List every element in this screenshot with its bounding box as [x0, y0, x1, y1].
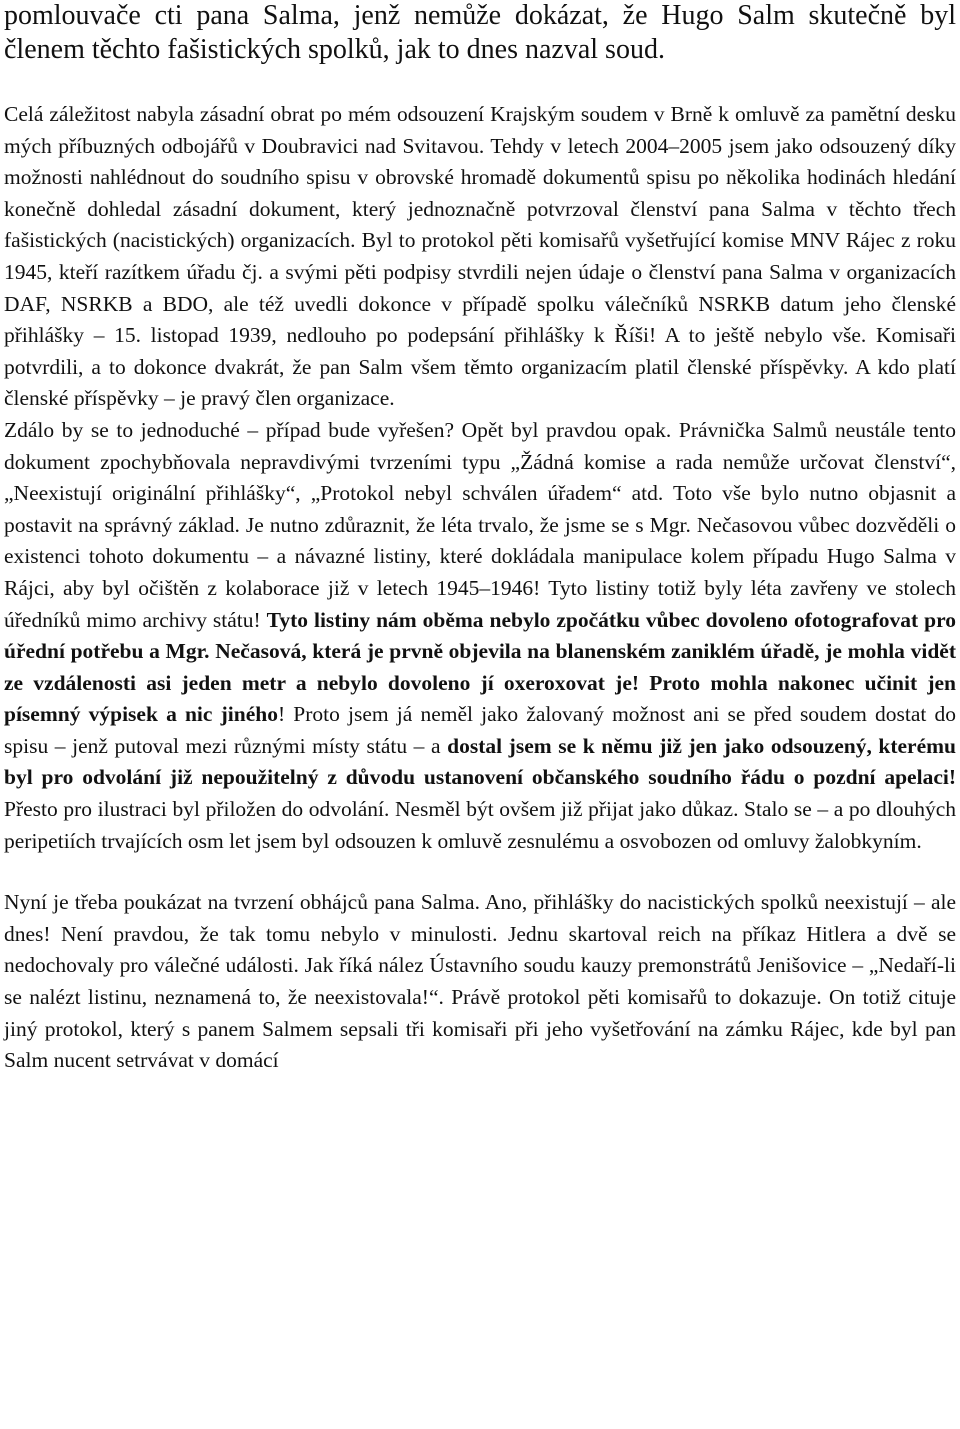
paragraph-text: Přesto pro ilustraci byl přiložen do odvolání. Nesměl být ovšem již přijat jako důkaz. Stalo se – a po dlouhých peripetiích trvajících osm let jsem byl odsouzen k omluvě zesnulému a osvobozen od omluvy žalobkyním.: [4, 797, 956, 853]
paragraph-fragment-top: pomlouvače cti pana Salma, jenž nemůže dokázat, že Hugo Salm skutečně byl členem těchto fašistických spolků, jak to dnes nazval soud.: [4, 0, 956, 65]
bold-emphasis-text: Tyto listiny nám oběma nebylo zpočátku vůbec dovoleno ofotografovat pro úřední potřebu a Mgr. Nečasová, která je prvně objevila na blanenském zaniklém úřadě, je mohla vidět ze vzdálenosti asi jeden metr a nebylo dovoleno jí oxeroxovat je! Proto mohla nakonec učinit jen písemný výpisek a nic jiného: [4, 607, 956, 727]
paragraph-text: Celá záležitost nabyla zásadní obrat po mém odsouzení Krajským soudem v Brně k omluvě za pamětní desku mých příbuzných odbojářů v Doubravici nad Svitavou. Tehdy v letech 2004–2005 jsem jako odsouzený díky možnosti nahlédnout do soudního spisu v obrovské hromadě dokumentů spisu po několika hodinách hledání konečně dohledal zásadní dokument, který jednoznačně potvrzoval členství pana Salma v těchto třech fašistických (nacistických) organizacích. Byl to protokol pěti komisařů vyšetřující komise MNV Rájec z roku 1945, kteří razítkem úřadu čj. a svými pěti podpisy stvrdili nejen údaje o členství pana Salma v organizacích DAF, NSRKB a BDO, ale též uvedli dokonce v případě spolku válečníků NSRKB datum jeho členské přihlášky – 15. listopad 1939, nedlouho po podepsání přihlášky k Říši! A to ještě nebylo vše. Komisaři potvrdili, a to dokonce dvakrát, že pan Salm všem těmto organizacím platil členské příspěvky. A kdo platí členské příspěvky – je pravý člen organizace.: [4, 102, 956, 411]
paragraph-spacer: [4, 67, 956, 99]
bold-emphasis-text: dostal jsem se k němu již jen jako odsouzený, kterému byl pro odvolání již nepoužitelný z důvodu ustanovení občanského soudního řádu o pozdní apelaci!: [4, 733, 957, 790]
paragraph-spacer: [4, 857, 956, 887]
paragraph-defense-claims: Nyní je třeba poukázat na tvrzení obhájců pana Salma. Ano, přihlášky do nacistických spolků neexistují – ale dnes! Není pravdou, že tak tomu nebylo v minulosti. Jednu skartoval reich na příkaz Hitlera a dvě se nedochovaly pro válečné události. Jak říká nález Ústavního soudu kauzy premonstrátů Jenišovice – „Nedaří-li se nalézt listinu, neznamená to, že neexistovala!“. Právě protokol pěti komisařů to dokazuje. On totiž cituje jiný protokol, který s panem Salmem sepsali tři komisaři při jeho vyšetřování na zámku Rájec, kde byl pan Salm nucent setrvávat v domácí: [4, 890, 956, 1073]
document-page: [4, 0, 956, 1077]
paragraph-text: Zdálo by se to jednoduché – případ bude vyřešen? Opět byl pravdou opak. Právnička Salmů neustále tento dokument zpochybňovala nepravdivými tvrzeními typu „Žádná komise a rada nemůže určovat členství“, „Neexistují originální přihlášky“, „Protokol nebyl schválen úřadem“ atd. Toto vše bylo nutno objasnit a postavit na správný základ. Je nutno zdůraznit, že léta trvalo, že jsme se s Mgr. Nečasovou vůbec dozvěděli o existenci tohoto dokumentu – a návazné listiny, které dokládala manipulace kolem případu Hugo Salma v Rájci, aby byl očištěn z kolaborace již v letech 1945–1946! Tyto listiny totiž byly léta zavřeny ve stolech úředníků mimo archivy státu!: [4, 417, 956, 632]
paragraph-text: ! Proto jsem já neměl jako žalovaný možnost ani se před soudem dostat do spisu – jenž putoval mezi různými místy státu – a: [4, 702, 956, 758]
paragraph-lawyer-dispute: [4, 415, 956, 857]
paragraph-court-ruling: [4, 99, 956, 415]
